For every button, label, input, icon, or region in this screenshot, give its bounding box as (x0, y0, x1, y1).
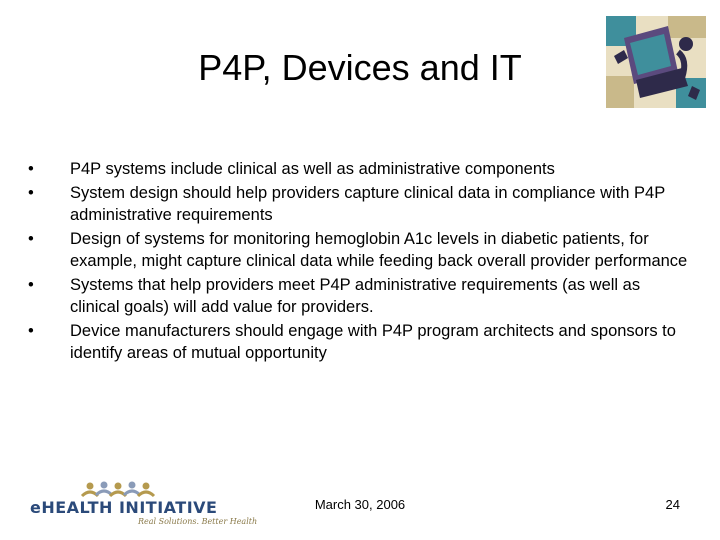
bullet-text: Systems that help providers meet P4P administrative requirements (as well as clinical goals) will add value for providers. (70, 275, 641, 316)
bullet-text: System design should help providers capture clinical data in compliance with P4P administrative requirements (70, 183, 665, 224)
bullet-list (28, 158, 688, 366)
bullet-item (28, 320, 688, 365)
logo-wordmark: eHEALTH INITIATIVE (30, 498, 218, 517)
bullet-item (28, 274, 688, 319)
bullet-item (28, 182, 688, 227)
footer-date: March 30, 2006 (314, 497, 406, 512)
bullet-text: Device manufacturers should engage with P4P program architects and sponsors to identify areas of mutual opportunity (70, 321, 676, 362)
ehealth-initiative-logo (20, 480, 258, 530)
bullet-marker: • (28, 183, 34, 202)
bullet-text: Design of systems for monitoring hemoglobin A1c levels in diabetic patients, for example, might capture clinical data while feeding back overall provider performance (70, 229, 688, 270)
bullet-marker: • (28, 160, 34, 178)
page-number: 24 (665, 497, 680, 512)
bullet-marker: • (28, 321, 34, 340)
bullet-marker: • (28, 229, 34, 248)
office-worker-computer-clipart-icon (606, 16, 706, 108)
bullet-marker: • (28, 275, 34, 294)
logo-tagline: Real Solutions. Better Health (138, 517, 258, 526)
bullet-item (28, 228, 688, 273)
bullet-item (28, 158, 688, 181)
slide-title: P4P, Devices and IT (198, 47, 522, 88)
bullet-text: P4P systems include clinical as well as administrative components (70, 160, 555, 178)
